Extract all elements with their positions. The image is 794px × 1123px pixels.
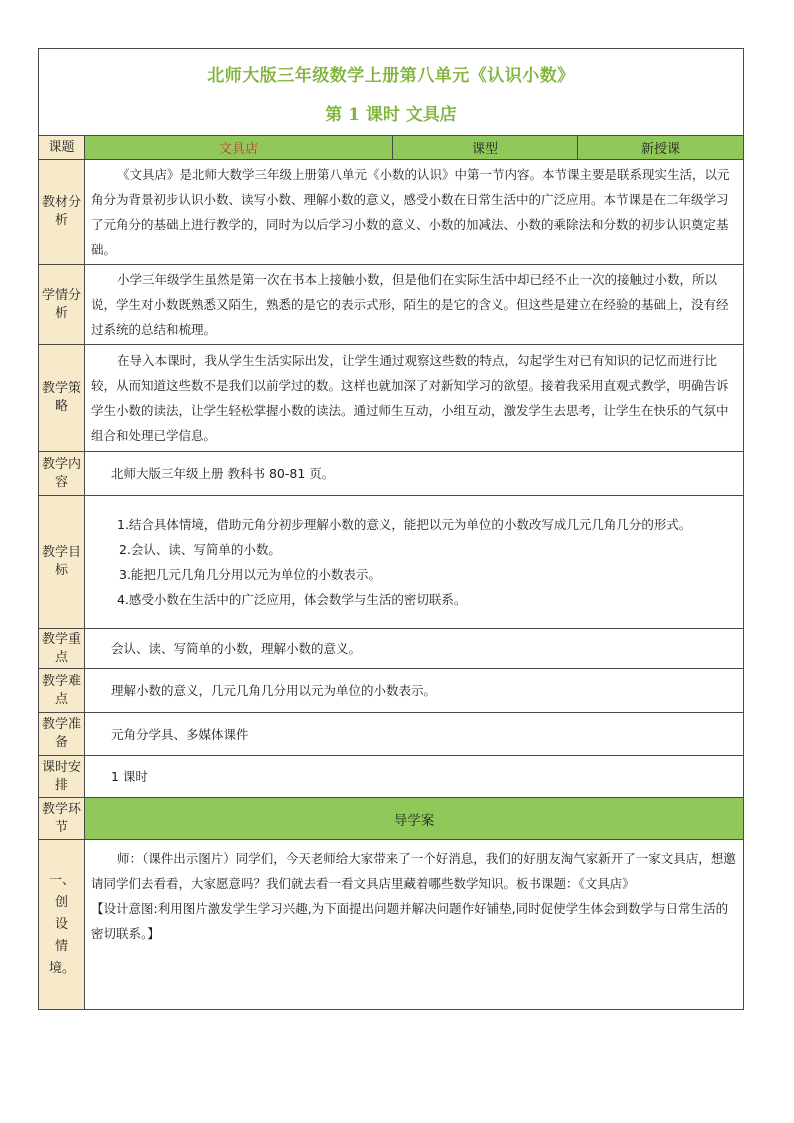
lesson-plan-page: [38, 48, 743, 1010]
goal-item-2: 2.会认、读、写简单的小数。: [119, 542, 281, 557]
title-cell: [39, 49, 744, 136]
design-intent-note: 【设计意图:利用图片激发学生学习兴趣,为下面提出问题并解决问题作好铺垫,同时促使学生体会到数学与日常生活的密切联系。】: [91, 901, 729, 941]
goal-item-4: 4.感受小数在生活中的广泛应用，体会数学与生活的密切联系。: [117, 592, 467, 607]
strategy-row: [39, 345, 744, 452]
students-label: 学情分析: [39, 265, 85, 345]
difficulties-row: [39, 669, 744, 713]
key-points-text: 会认、读、写简单的小数，理解小数的意义。: [85, 629, 744, 669]
scenario-cell: [85, 840, 744, 1010]
type-label: 课型: [393, 136, 578, 160]
lesson-plan-table: [38, 48, 744, 1010]
strategy-label: 教学策略: [39, 345, 85, 452]
process-header: 导学案: [85, 798, 744, 840]
content-label: 教学内容: [39, 452, 85, 496]
scenario-row: [39, 840, 744, 1010]
schedule-label: 课时安排: [39, 756, 85, 798]
scenario-text: 师：（课件出示图片）同学们，今天老师给大家带来了一个好消息，我们的好朋友淘气家新开了一家文具店，想邀请同学们去看看，大家愿意吗？我们就去看一看文具店里藏着哪些数学知识。板书课题：《文具店》: [91, 851, 736, 891]
info-row: [39, 136, 744, 160]
type-value: 新授课: [578, 136, 744, 160]
lesson-subtitle: 第 1 课时 文具店: [325, 105, 457, 125]
prep-row: [39, 713, 744, 756]
scenario-label: 一、创设情境。: [39, 840, 85, 1010]
students-text: 小学三年级学生虽然是第一次在书本上接触小数，但是他们在实际生活中却已经不止一次的接触过小数，所以说，学生对小数既熟悉又陌生，熟悉的是它的表示式形，陌生的是它的含义。但这些是建立在经验的基础上，没有经过系统的总结和梳理。: [85, 265, 744, 345]
difficulties-label: 教学难点: [39, 669, 85, 713]
topic-value: 文具店: [85, 136, 393, 160]
prep-label: 教学准备: [39, 713, 85, 756]
goals-row: [39, 496, 744, 629]
goal-item-1: 1.结合具体情境，借助元角分初步理解小数的意义，能把以元为单位的小数改写成几元几角几分的形式。: [117, 517, 692, 532]
analysis-label: 教材分析: [39, 160, 85, 265]
topic-label: 课题: [39, 136, 85, 160]
prep-text: 元角分学具、多媒体课件: [85, 713, 744, 756]
content-text: 北师大版三年级上册 教科书 80-81 页。: [85, 452, 744, 496]
key-points-label: 教学重点: [39, 629, 85, 669]
title-row: [39, 49, 744, 136]
key-points-row: [39, 629, 744, 669]
process-row: [39, 798, 744, 840]
analysis-text: 《文具店》是北师大数学三年级上册第八单元《小数的认识》中第一节内容。本节课主要是联系现实生活，以元角分为背景初步认识小数、读写小数、理解小数的意义，感受小数在日常生活中的广泛应用。本节课是在二年级学习了元角分的基础上进行教学的，同时为以后学习小数的意义、小数的加减法、小数的乘除法和分数的初步认识奠定基础。: [85, 160, 744, 265]
content-row: [39, 452, 744, 496]
document-title: 北师大版三年级数学上册第八单元《认识小数》: [207, 66, 575, 86]
strategy-text: 在导入本课时，我从学生生活实际出发，让学生通过观察这些数的特点，勾起学生对已有知识的记忆而进行比较，从而知道这些数不是我们以前学过的数。这样也就加深了对新知学习的欲望。接着我采用直观式教学，明确告诉学生小数的读法，让学生轻松掌握小数的读法。通过师生互动，小组互动，激发学生去思考，让学生在快乐的气氛中组合和处理已学信息。: [85, 345, 744, 452]
process-label: 教学环节: [39, 798, 85, 840]
schedule-row: [39, 756, 744, 798]
goals-label: 教学目标: [39, 496, 85, 629]
goals-cell: [85, 496, 744, 629]
difficulties-text: 理解小数的意义，几元几角几分用以元为单位的小数表示。: [85, 669, 744, 713]
students-row: [39, 265, 744, 345]
schedule-text: 1 课时: [85, 756, 744, 798]
goal-item-3: 3.能把几元几角几分用以元为单位的小数表示。: [119, 567, 381, 582]
analysis-row: [39, 160, 744, 265]
